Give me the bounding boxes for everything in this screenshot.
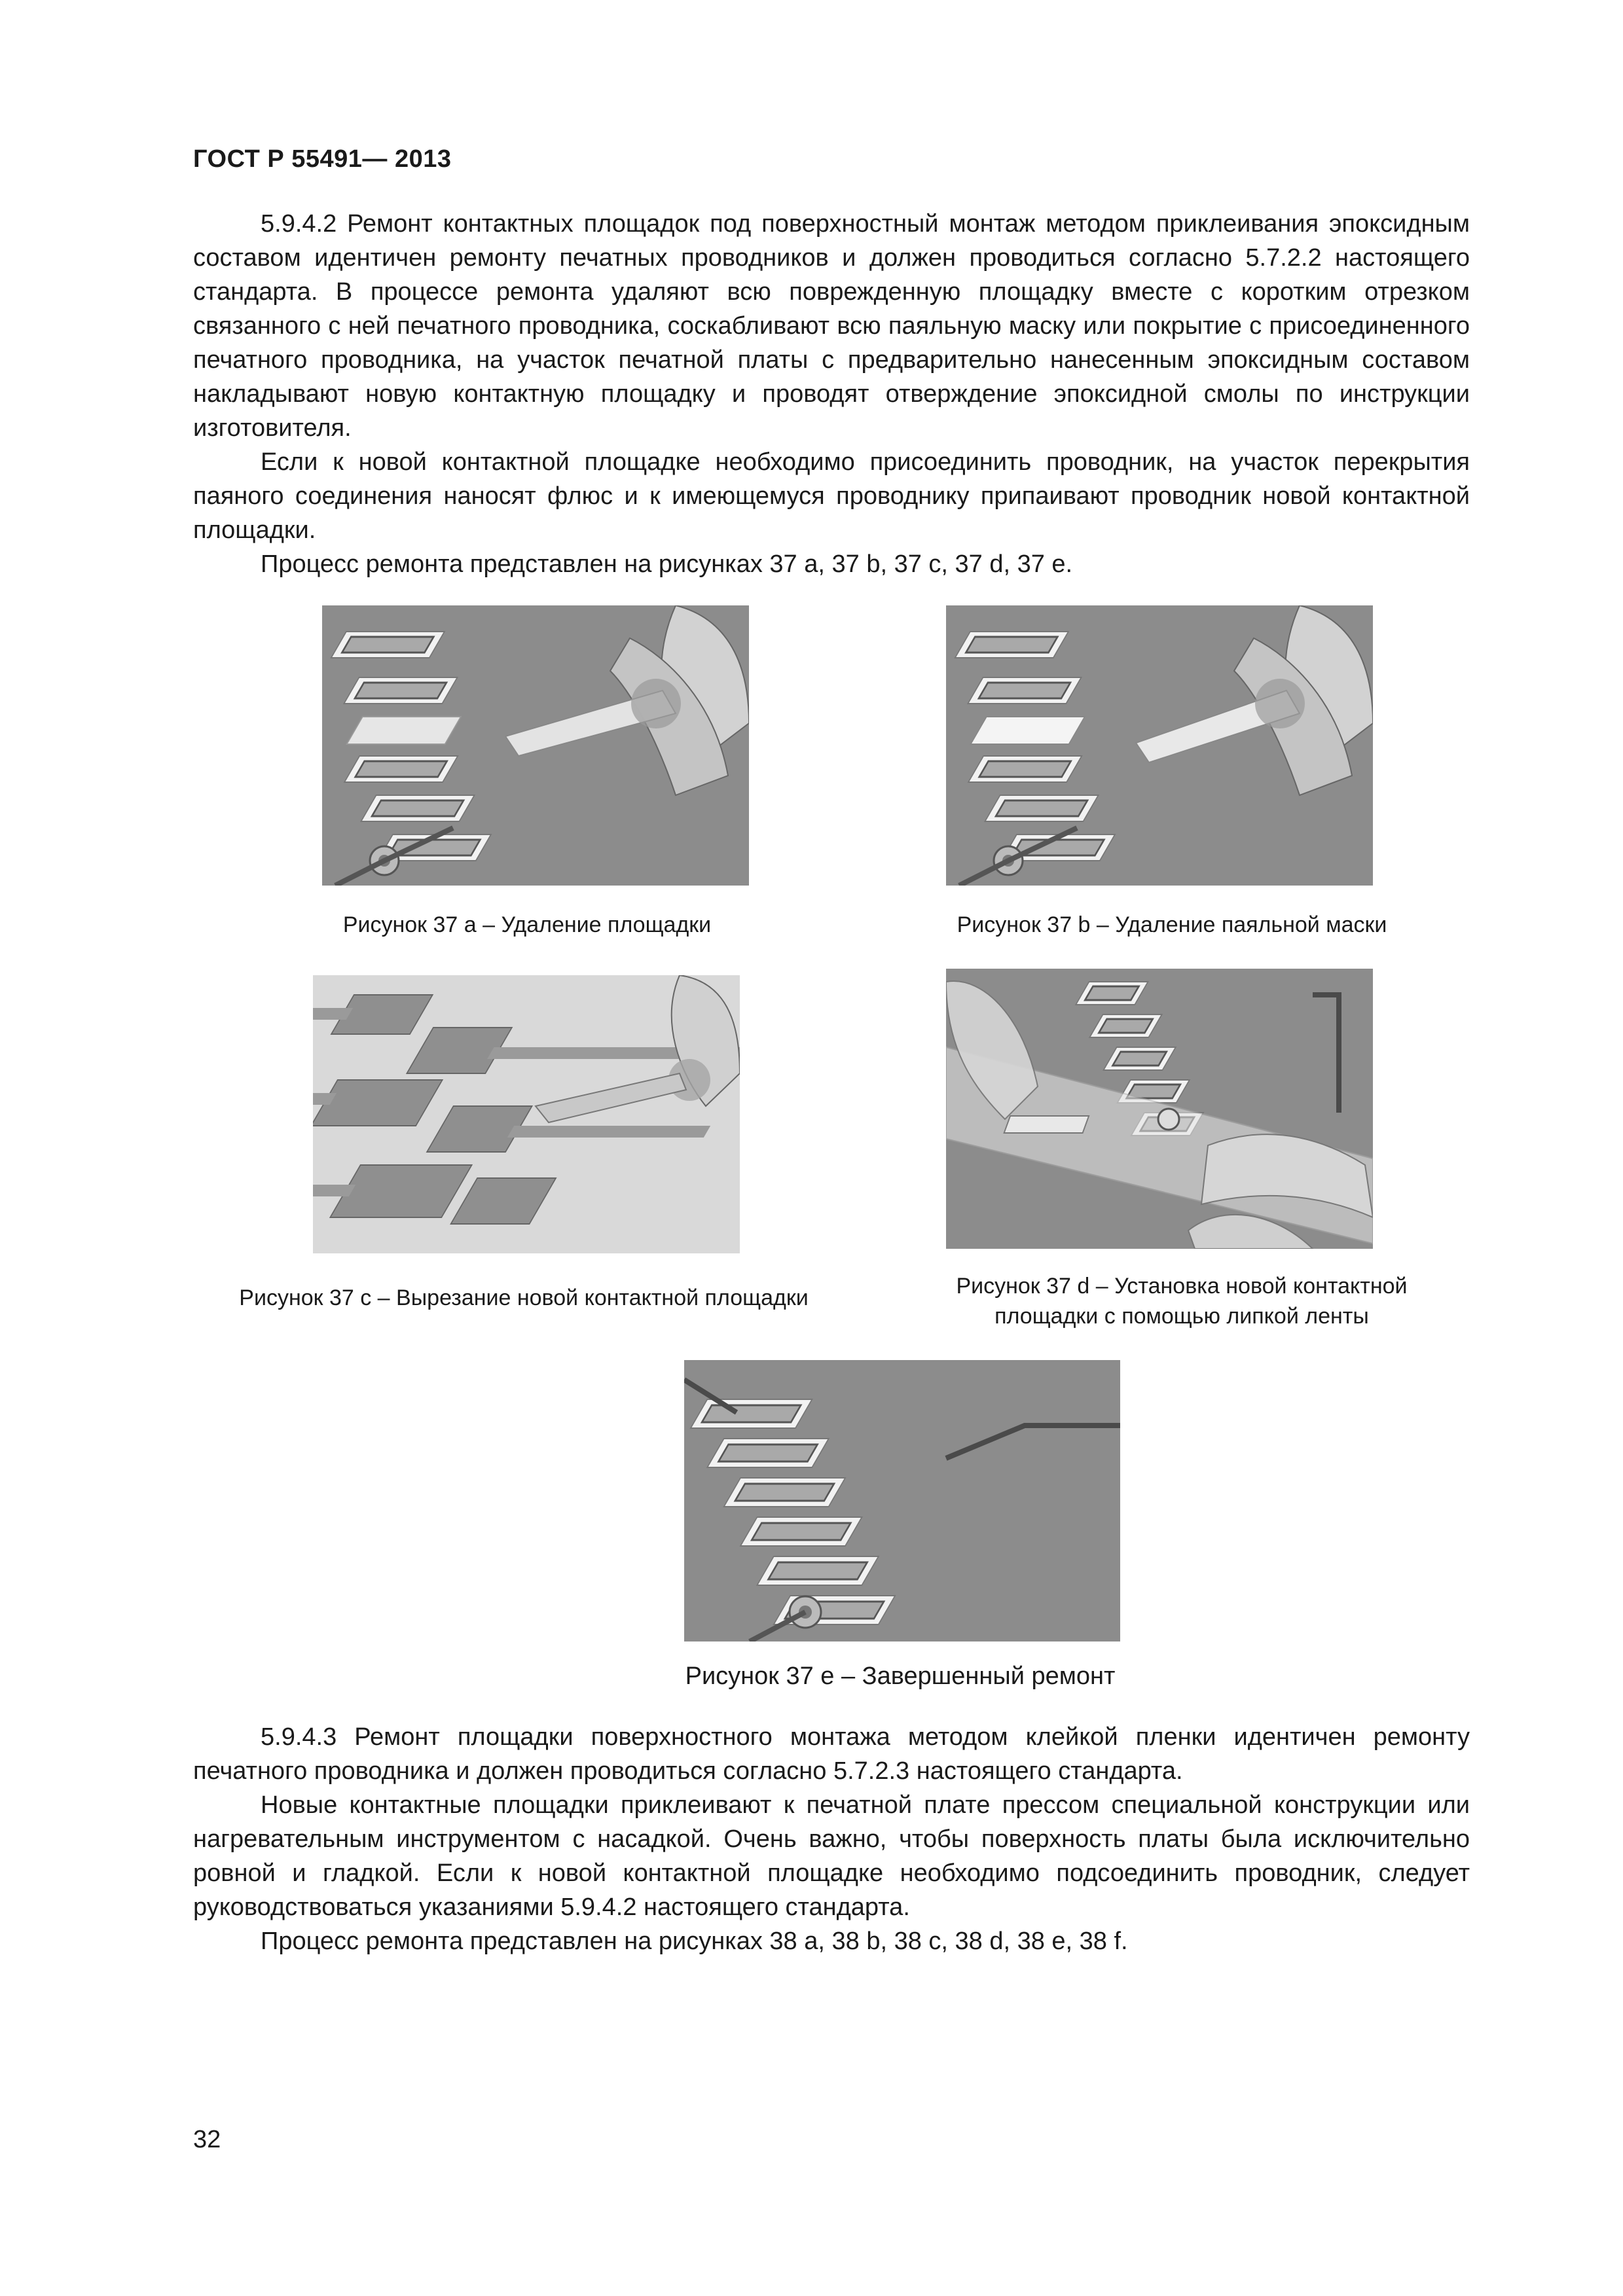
document-header: ГОСТ Р 55491— 2013 xyxy=(193,145,452,173)
section-5-9-4-2 xyxy=(193,207,1470,581)
paragraph: Процесс ремонта представлен на рисунках 38 a, 38 b, 38 c, 38 d, 38 e, 38 f. xyxy=(261,1928,1128,1955)
paragraph: Процесс ремонта представлен на рисунках 37 а, 37 b, 37 c, 37 d, 37 e. xyxy=(261,550,1073,578)
figure-37d-caption xyxy=(903,1271,1460,1331)
figure-37e-image xyxy=(684,1360,1120,1641)
figure-37a-caption: Рисунок 37 а – Удаление площадки xyxy=(342,912,712,937)
figure-37b-image xyxy=(946,605,1373,886)
section-5-9-4-3 xyxy=(193,1720,1470,1958)
figure-37d-caption-line1: Рисунок 37 d – Установка новой контактной xyxy=(956,1274,1408,1299)
figure-37a-image xyxy=(322,605,749,886)
paragraph: Новые контактные площадки приклеивают к печатной плате прессом специальной конструкции или нагревательным инструментом с насадкой. Очень важно, чтобы поверхность платы была исключительно ровной и гладкой. Если к новой контактной площадке необходимо подсоединить проводник, следует руководствоваться указаниями 5.9.4.2 настоящего стандарта. xyxy=(193,1791,1470,1921)
paragraph: 5.9.4.2 Ремонт контактных площадок под поверхностный монтаж методом приклеивания эпоксидным составом идентичен ремонту печатных проводников и должен проводиться согласно 5.7.2.2 настоящего стандарта. В процессе ремонта удаляют всю поврежденную площадку вместе с коротким отрезком связанного с ней печатного проводника, соскабливают всю паяльную маску или покрытие с присоединенного печатного проводника, на участок печатной платы с предварительно нанесенным эпоксидным составом накладывают новую контактную площадку и проводят отверждение эпоксидной смолы по инструкции изготовителя. xyxy=(193,210,1470,442)
paragraph: 5.9.4.3 Ремонт площадки поверхностного монтажа методом клейкой пленки идентичен ремонту печатного проводника и должен проводиться согласно 5.7.2.3 настоящего стандарта. xyxy=(193,1723,1470,1785)
figure-37c-image xyxy=(313,975,740,1253)
figure-37c-caption: Рисунок 37 с – Вырезание новой контактной площадки xyxy=(239,1285,809,1310)
figure-37e-caption: Рисунок 37 е – Завершенный ремонт xyxy=(685,1662,1116,1690)
figure-37d-caption-line2: площадки с помощью липкой ленты xyxy=(994,1304,1369,1329)
figure-37b-caption: Рисунок 37 b – Удаление паяльной маски xyxy=(957,912,1387,937)
figure-37d-image xyxy=(946,969,1373,1249)
page-number: 32 xyxy=(193,2126,221,2153)
paragraph: Если к новой контактной площадке необходимо присоединить проводник, на участок перекрытия паяного соединения наносят флюс и к имеющемуся проводнику припаивают проводник новой контактной площадки. xyxy=(193,448,1470,544)
